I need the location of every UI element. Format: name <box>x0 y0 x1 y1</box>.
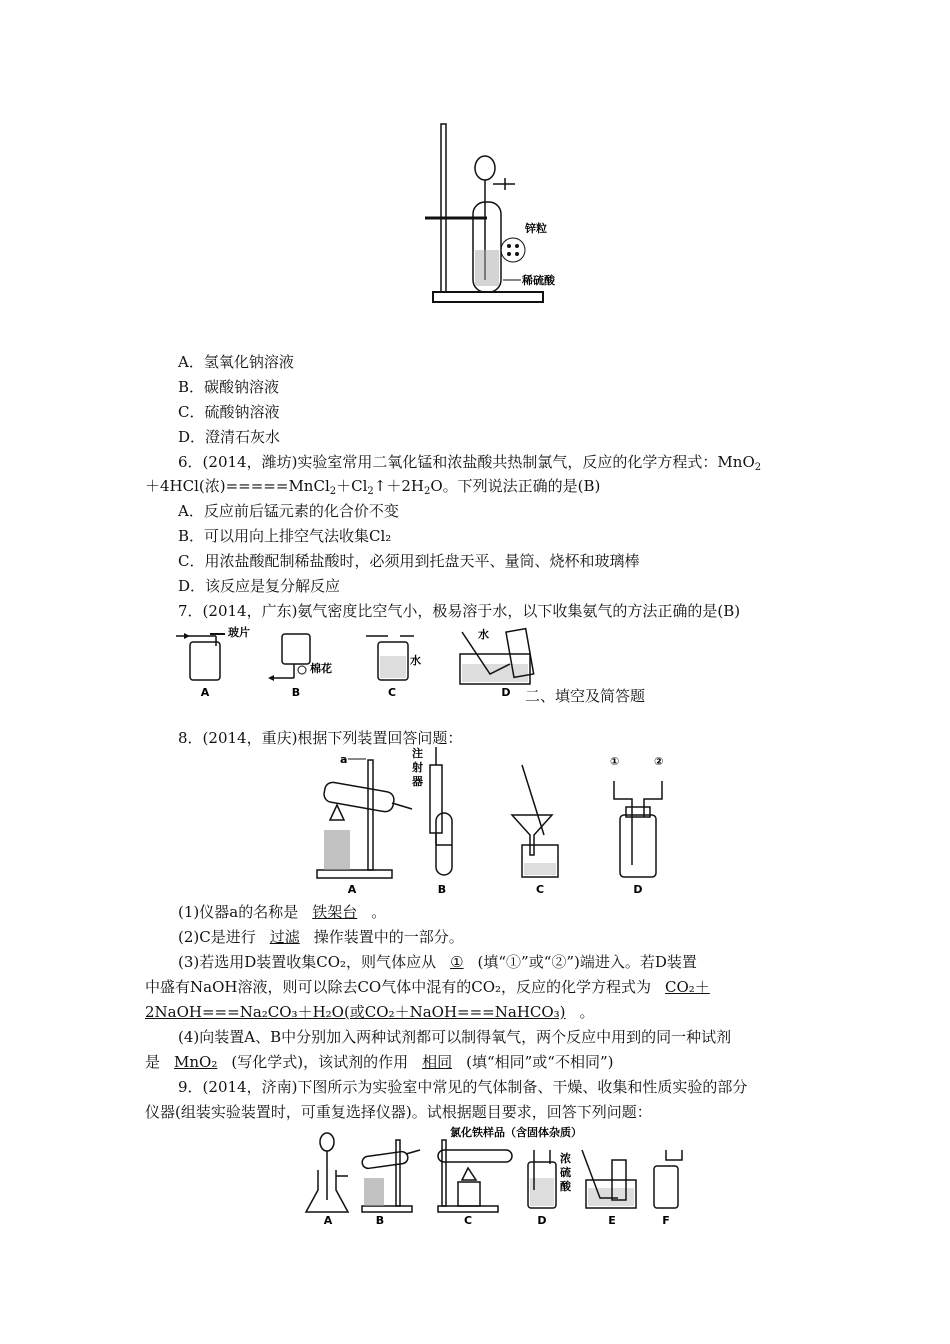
q5-option-c: C．硫酸钠溶液 <box>178 403 280 421</box>
q7-label-b: B <box>291 686 301 699</box>
q9-label-f: F <box>662 1214 670 1227</box>
q9-label-c: C <box>463 1214 473 1227</box>
q8-syringe-char2: 射 <box>412 761 423 774</box>
label-zinc: 锌粒 <box>525 222 547 235</box>
q7-stem: 7．(2014，广东)氨气密度比空气小，极易溶于水，以下收集氨气的方法正确的是(B) <box>178 602 741 620</box>
q9-stem-line1: 9．(2014，济南)下图所示为实验室中常见的气体制备、干燥、收集和性质实验的部分 <box>178 1078 748 1096</box>
q8-part3-answer-eq-b: 2NaOH===Na₂CO₃＋H₂O(或CO₂＋NaOH===NaHCO₃) <box>145 1003 566 1021</box>
q8-part2-answer: 过滤 <box>269 928 300 946</box>
zinc-acid-apparatus-figure <box>425 120 575 305</box>
q8-part4-answer-formula: MnO₂ <box>174 1053 218 1071</box>
q7-label-d: D <box>501 686 511 699</box>
q7-label-water-d: 水 <box>478 628 489 641</box>
q8-label-d: D <box>633 883 643 896</box>
q9-acid-char3: 酸 <box>560 1180 571 1193</box>
q6-stem-line1: 6．(2014，潍坊)实验室常用二氧化锰和浓盐酸共热制氯气，反应的化学方程式：MnO$_2$ <box>178 453 762 473</box>
q8-label-c: C <box>535 883 545 896</box>
q7-label-a: A <box>200 686 210 699</box>
q8-syringe-char3: 器 <box>412 775 423 788</box>
q8-part4-answer-role: 相同 <box>422 1053 453 1071</box>
q8-label-a-pointer: a <box>340 753 348 766</box>
q8-figure <box>312 745 682 900</box>
q7-figure <box>170 624 540 704</box>
q8-part4-line1: (4)向装置A、B中分别加入两种试剂都可以制得氧气，两个反应中用到的同一种试剂 <box>178 1028 732 1046</box>
label-dilute-acid: 稀硫酸 <box>522 274 555 287</box>
q5-option-b: B．碳酸钠溶液 <box>178 378 280 396</box>
q9-acid-char2: 硫 <box>560 1166 571 1179</box>
q8-part3-line2: 中盛有NaOH溶液，则可以除去CO气体中混有的CO₂，反应的化学方程式为 CO₂＋ <box>145 977 724 997</box>
q8-port-2: ② <box>654 755 664 768</box>
q8-part2: (2)C是进行 过滤 操作装置中的一部分。 <box>178 928 464 946</box>
q6-option-a: A．反应前后锰元素的化合价不变 <box>178 502 399 520</box>
q8-part1: (1)仪器a的名称是 铁架台 。 <box>178 903 387 921</box>
q7-label-c: C <box>387 686 397 699</box>
q9-acid-char1: 浓 <box>560 1152 571 1165</box>
q6-option-b: B．可以用向上排空气法收集Cl₂ <box>178 527 392 545</box>
q5-option-a: A．氢氧化钠溶液 <box>178 353 294 371</box>
q8-label-a: A <box>347 883 357 896</box>
q8-part3-answer-port: ① <box>450 953 464 971</box>
q8-part1-answer: 铁架台 <box>312 903 358 921</box>
q9-label-sample: 氯化铁样品（含固体杂质） <box>450 1126 582 1139</box>
q8-part4-line2: 是 MnO₂ (写化学式)，该试剂的作用 相同 (填“相同”或“不相同”) <box>145 1053 614 1071</box>
q9-label-b: B <box>375 1214 385 1227</box>
q6-option-d: D．该反应是复分解反应 <box>178 577 341 595</box>
q8-syringe-char1: 注 <box>412 747 423 760</box>
section-2-title: 二、填空及简答题 <box>525 687 646 705</box>
q9-stem-line2: 仪器(组装实验装置时，可重复选择仪器)。试根据题目要求，回答下列问题： <box>145 1103 652 1121</box>
q7-label-cotton: 棉花 <box>310 662 332 675</box>
q7-label-water-c: 水 <box>410 654 421 667</box>
q5-option-d: D．澄清石灰水 <box>178 428 281 446</box>
q8-stem: 8．(2014，重庆)根据下列装置回答问题： <box>178 729 463 747</box>
q6-option-c: C．用浓盐酸配制稀盐酸时，必须用到托盘天平、量筒、烧杯和玻璃棒 <box>178 552 640 570</box>
q8-label-b: B <box>437 883 447 896</box>
q8-part3-line3: 2NaOH===Na₂CO₃＋H₂O(或CO₂＋NaOH===NaHCO₃) 。 <box>145 1003 595 1021</box>
q9-figure <box>300 1120 700 1230</box>
q8-port-1: ① <box>610 755 620 768</box>
q8-part3-line1: (3)若选用D装置收集CO₂，则气体应从 ① (填“①”或“②”)端进入。若D装置 <box>178 953 697 971</box>
q8-part3-answer-eq-a: CO₂＋ <box>665 978 710 996</box>
q6-stem-line2: ＋4HCl(浓)$=====MnCl_2+Cl_2↑+2H_2O$。下列说法正确的是(B) <box>145 477 601 497</box>
q9-label-d: D <box>537 1214 547 1227</box>
q9-label-a: A <box>323 1214 333 1227</box>
q9-label-e: E <box>608 1214 616 1227</box>
q7-label-glass: 玻片 <box>228 626 250 639</box>
